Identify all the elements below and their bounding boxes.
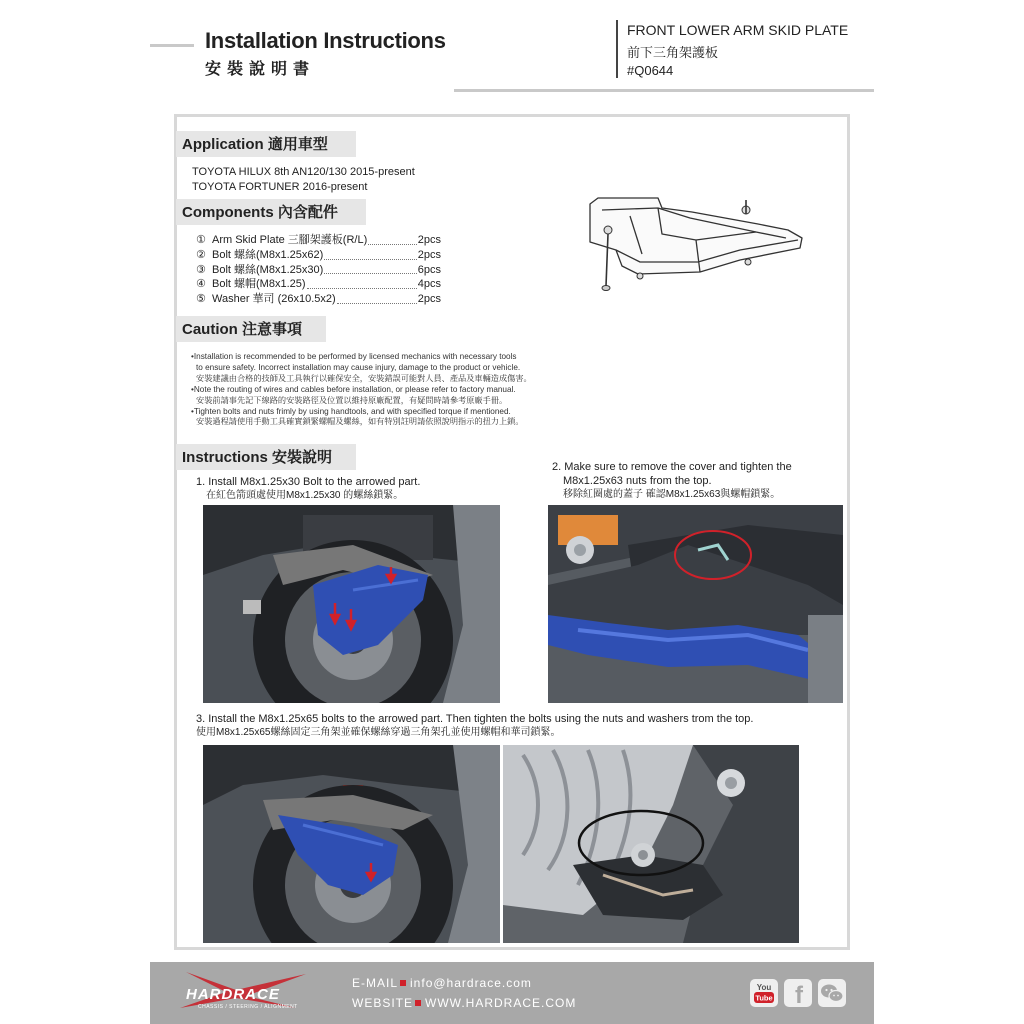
bullet-icon (400, 980, 406, 986)
component-item: ④ Bolt 螺帽(M8x1.25) 4pcs (196, 278, 441, 291)
part-number: #Q0644 (627, 63, 674, 78)
caution-line: •Installation is recommended to be performed by licensed mechanics with necessary tools (191, 352, 517, 361)
step-1-text: 1. Install M8x1.25x30 Bolt to the arrowed part. 在紅色箭頭處使用M8x1.25x30 的螺絲鎖緊。 (196, 476, 421, 501)
youtube-icon[interactable] (750, 979, 778, 1007)
caution-line: to ensure safety. Incorrect installation may cause injury, damage to the product or vehicle. (196, 362, 521, 372)
bullet-icon (415, 1000, 421, 1006)
step-1-photo (203, 505, 500, 703)
caution-text (191, 352, 571, 428)
caution-line: •Note the routing of wires and cables before installation, or please refer to factory manual. (191, 384, 516, 394)
step-3-text: 3. Install the M8x1.25x65 bolts to the arrowed part. Then tighten the bolts using the nuts and washers trom the top. 使用M8x1.25x65螺絲固定三角架並確保螺絲穿過三角架孔並使用螺帽和華司鎖緊。 (196, 713, 754, 738)
facebook-icon[interactable] (784, 979, 812, 1007)
component-item: ② Bolt 螺絲(M8x1.25x62) 2pcs (196, 248, 441, 261)
email-link[interactable]: info@hardrace.com (410, 976, 532, 990)
component-item: ③ Bolt 螺絲(M8x1.25x30) 6pcs (196, 263, 441, 276)
header-divider (616, 20, 618, 78)
caution-line: •Tighten bolts and nuts frimly by using handtools, and with specified torque if mentioned. (191, 406, 511, 416)
step-3-photo-left (203, 745, 500, 943)
website-link[interactable]: WWW.HARDRACE.COM (425, 996, 577, 1010)
instructions-heading: Instructions 安裝說明 (176, 444, 356, 470)
step-3-photo-right (503, 745, 799, 943)
product-name: FRONT LOWER ARM SKID PLATE (627, 22, 849, 38)
application-line: TOYOTA FORTUNER 2016-present (192, 181, 368, 193)
step-2-photo (548, 505, 843, 703)
caution-line: 安裝建議由合格的技師及工具執行以確保安全，安裝錯誤可能對人員、產品及車輛造成傷害。 (196, 373, 532, 383)
brand-name: HARDRACE (186, 986, 280, 1003)
application-heading: Application 適用車型 (176, 131, 356, 157)
product-name-zh: 前下三角架護板 (627, 45, 719, 60)
application-line: TOYOTA HILUX 8th AN120/130 2015-present (192, 166, 415, 178)
page-title: Installation Instructions (205, 28, 446, 53)
component-item: ⑤ Washer 華司 (26x10.5x2) 2pcs (196, 293, 441, 306)
page-subtitle-zh: 安裝說明書 (205, 59, 316, 78)
components-list (196, 233, 441, 307)
step-2-text: 2. Make sure to remove the cover and tighten the M8x1.25x63 nuts from the top. 移除紅圈處的蓋子 確認M8x1.25x63與螺帽鎖緊。 (552, 461, 792, 500)
svg-text:Tube: Tube (755, 993, 773, 1003)
footer-website: WEBSITE WWW.HARDRACE.COM (352, 996, 577, 1010)
application-list (192, 165, 415, 195)
components-heading: Components 內含配件 (176, 199, 366, 225)
caution-heading: Caution 注意事項 (176, 316, 326, 342)
brand-tagline: CHASSIS / STEERING / ALIGNMENT (198, 1004, 298, 1010)
caution-line: 安裝前請事先記下線路的安裝路徑及位置以維持原廠配置，有疑問時請參考原廠手冊。 (196, 395, 508, 405)
svg-text:You: You (756, 983, 772, 992)
footer-email: E-MAIL info@hardrace.com (352, 976, 532, 990)
caution-line: 安裝過程請使用手動工具確實鎖緊螺帽及螺絲，如有特別註明請依照說明指示的扭力上鎖。 (196, 417, 524, 427)
component-item: ① Arm Skid Plate 三腳架護板(R/L) 2pcs (196, 234, 441, 246)
wechat-icon[interactable] (818, 979, 846, 1007)
skid-plate-drawing (580, 190, 810, 300)
header-rule-left (150, 44, 194, 47)
svg-text:f: f (795, 982, 803, 1007)
header-rule-right (454, 89, 874, 92)
